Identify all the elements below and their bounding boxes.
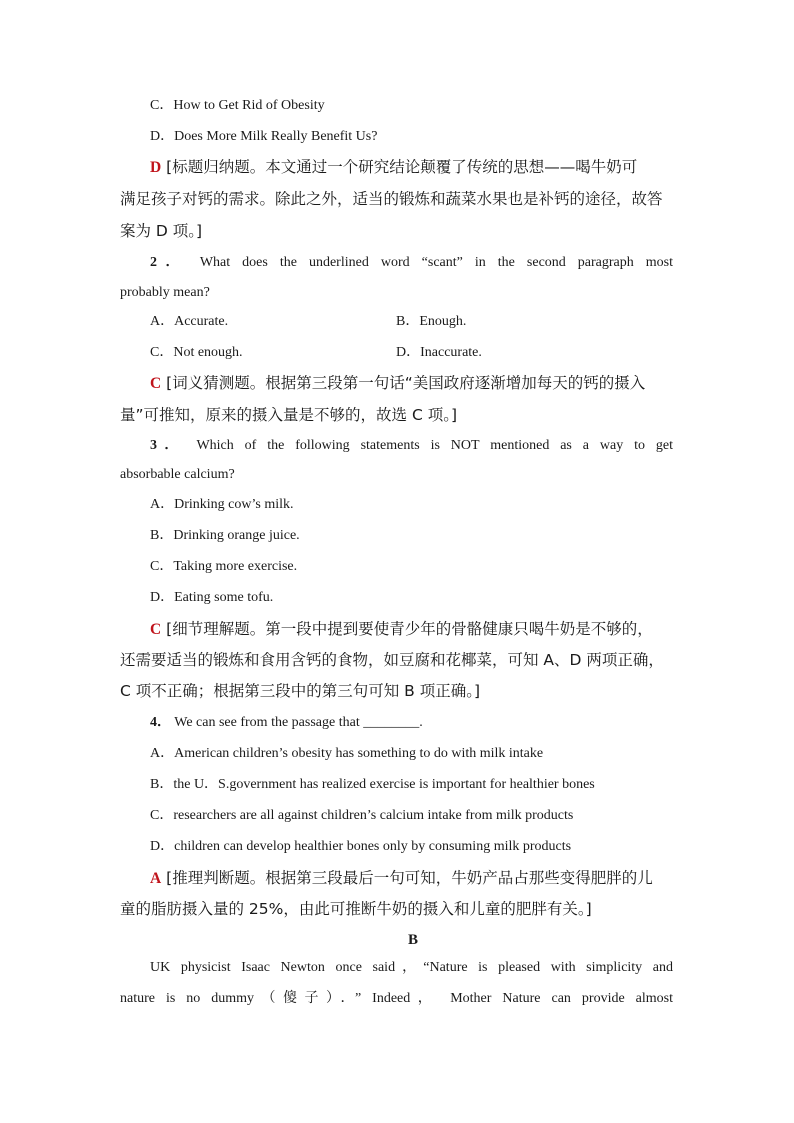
q3-stem-text: Which of the following statements is NOT mentioned as a way to get — [196, 438, 673, 453]
q3-answer-letter: C — [150, 621, 162, 638]
passage-line-1: UK physicist Isaac Newton once said，“Nature is pleased with simplicity and — [150, 960, 673, 975]
q3-explanation-line-1 — [150, 619, 653, 640]
q3-stem-line-2: absorbable calcium? — [120, 467, 235, 482]
q4-explanation-line-1 — [150, 868, 653, 889]
q4-stem-text: We can see from the passage that ________. — [174, 715, 423, 730]
q1-answer-letter: D — [150, 159, 162, 176]
q3-option-b: B．Drinking orange juice. — [150, 528, 300, 543]
q3-explanation-line-3: C 项不正确；根据第三段中的第三句可知 B 项正确。] — [120, 682, 481, 700]
q2-explanation-line-1 — [150, 373, 645, 394]
q4-option-c: C．researchers are all against children’s calcium intake from milk products — [150, 808, 574, 823]
passage-line-2: nature is no dummy（傻子）．” Indeed， Mother Nature can provide almost — [120, 991, 673, 1006]
option-c-line: C．How to Get Rid of Obesity — [150, 98, 325, 113]
q1-explanation-text: [标题归纳题。本文通过一个研究结论颠覆了传统的思想——喝牛奶可 — [166, 158, 638, 176]
q4-explanation-text: [推理判断题。根据第三段最后一句可知，牛奶产品占那些变得肥胖的儿 — [166, 869, 653, 887]
q2-number: 2． — [150, 255, 189, 270]
option-d-line: D．Does More Milk Really Benefit Us? — [150, 129, 378, 144]
q3-option-a: A．Drinking cow’s milk. — [150, 497, 294, 512]
q3-option-c: C．Taking more exercise. — [150, 559, 298, 574]
q3-number: 3． — [150, 438, 186, 453]
q2-option-c: C．Not enough. — [150, 345, 243, 360]
q4-option-b: B．the U．S.government has realized exercise is important for healthier bones — [150, 777, 595, 792]
q2-option-a: A．Accurate. — [150, 314, 229, 329]
q1-explanation-line-2: 满足孩子对钙的需求。除此之外，适当的锻炼和蔬菜水果也是补钙的途径，故答 — [120, 190, 663, 208]
q4-answer-letter: A — [150, 870, 162, 887]
q2-stem-line-1 — [150, 253, 673, 273]
q2-explanation-text: [词义猜测题。根据第三段第一句话“美国政府逐渐增加每天的钙的摄入 — [166, 374, 646, 392]
q2-option-d: D．Inaccurate. — [396, 345, 482, 360]
q3-explanation-text: [细节理解题。第一段中提到要使青少年的骨骼健康只喝牛奶是不够的， — [166, 620, 653, 638]
q2-stem-line-2: probably mean? — [120, 285, 210, 300]
q3-option-d: D．Eating some tofu. — [150, 590, 274, 605]
q4-stem — [150, 713, 423, 733]
q4-number: 4． — [150, 715, 171, 730]
q1-explanation-line-1 — [150, 157, 637, 178]
q3-stem-line-1 — [150, 436, 673, 456]
q4-explanation-line-2: 童的脂肪摄入量的 25%，由此可推断牛奶的摄入和儿童的肥胖有关。] — [120, 900, 592, 918]
q4-option-a: A．American children’s obesity has something to do with milk intake — [150, 746, 544, 761]
q2-option-b: B．Enough. — [396, 314, 467, 329]
q1-explanation-line-3: 案为 D 项。] — [120, 222, 203, 240]
q2-explanation-line-2: 量”可推知，原来的摄入量是不够的，故选 C 项。] — [120, 406, 458, 424]
q3-explanation-line-2: 还需要适当的锻炼和食用含钙的食物，如豆腐和花椰菜，可知 A、D 两项正确， — [120, 651, 664, 669]
q2-stem-text: What does the underlined word “scant” in the second paragraph most — [199, 255, 674, 270]
q2-answer-letter: C — [150, 375, 162, 392]
section-heading: B — [408, 932, 419, 948]
q4-option-d: D．children can develop healthier bones only by consuming milk products — [150, 839, 572, 854]
